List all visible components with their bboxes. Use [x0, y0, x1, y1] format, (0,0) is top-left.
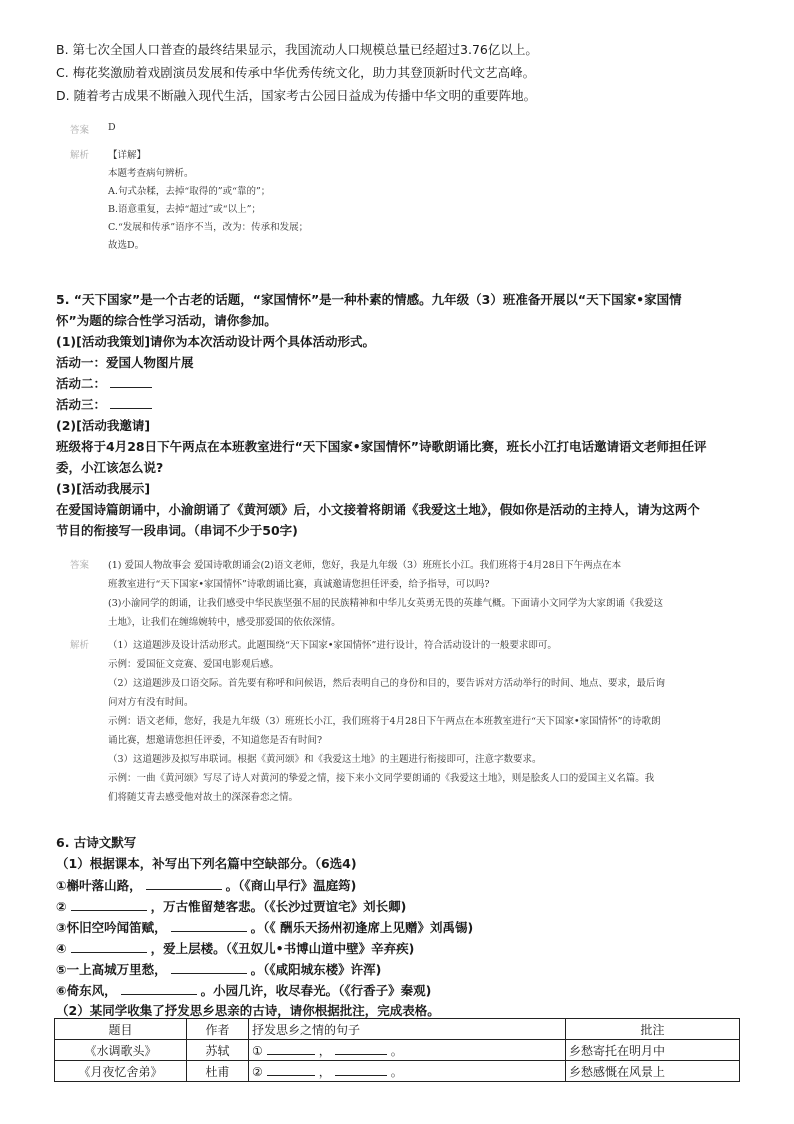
fill-item-post: 。小园几许，收尽春光。（《行香子》秦观)	[200, 983, 432, 998]
fill-blank[interactable]	[267, 1063, 315, 1076]
sep: ，	[318, 1043, 331, 1058]
analysis-line: （3）这道题涉及拟写串联词。根据《黄河颂》和《我爱这土地》的主题进行衔接即可，注意字数要求。	[108, 754, 542, 765]
cell-sentence	[249, 1040, 566, 1061]
activity-2-blank[interactable]	[110, 375, 152, 388]
answer-line: 班教室进行“天下国家•家国情怀”诗歌朗诵比赛，真诚邀请您担任评委，给予指导，可以吗?	[108, 579, 490, 590]
analysis-line: 示例：一曲《黄河颂》写尽了诗人对黄河的挚爱之情，接下来小文同学要朗诵的《我爱这土地》，则是脍炙人口的爱国主义名篇。我	[108, 773, 655, 784]
activity-2	[56, 374, 156, 392]
cell-author: 杜甫	[187, 1061, 249, 1082]
analysis-line: （1）这道题涉及设计活动形式。此题围绕“天下国家•家国情怀”进行设计，符合活动设计的一般要求即可。	[108, 640, 557, 651]
fill-item-pre: ③怀旧空吟闻笛赋，	[56, 920, 167, 935]
cell-note: 乡愁感慨在风景上	[566, 1061, 740, 1082]
answer-label: 答案	[70, 125, 90, 136]
fill-blank[interactable]	[335, 1042, 387, 1055]
analysis-line: 示例：爱国征文竞赛、爱国电影观后感。	[108, 659, 280, 670]
table-row	[55, 1061, 740, 1082]
q5-line: (2)[活动我邀请]	[56, 418, 151, 433]
option-d: D. 随着考古成果不断融入现代生活，国家考古公园日益成为传播中华文明的重要阵地。	[56, 88, 537, 103]
row-number: ①	[252, 1043, 263, 1058]
cell-sentence	[249, 1061, 566, 1082]
poem-table	[54, 1018, 740, 1082]
end: 。	[390, 1064, 403, 1079]
analysis-line: 们将随艾青去感受他对故土的深深眷恋之情。	[108, 792, 299, 803]
fill-item-post: ，爱上层楼。（《丑奴儿•书博山道中壁》辛弃疾)	[150, 941, 415, 956]
q5-line: 在爱国诗篇朗诵中，小渝朗诵了《黄河颂》后，小文接着将朗诵《我爱这土地》，假如你是活动的主持人，请为这两个	[56, 502, 700, 517]
analysis-line: B.语意重复，去掉“超过”或“以上”；	[108, 204, 261, 215]
table-header-row	[55, 1019, 740, 1040]
cell-note: 乡愁寄托在明月中	[566, 1040, 740, 1061]
header-author: 作者	[187, 1019, 249, 1040]
fill-item-2	[56, 897, 406, 915]
fill-item-pre: ②	[56, 899, 67, 914]
fill-item-post: 。（《 酬乐天扬州初逢席上见赠》刘禹锡)	[250, 920, 474, 935]
q5-line: 5. “天下国家”是一个古老的话题，“家国情怀”是一种朴素的情感。九年级（3）班准备开展以“天下国家•家国情	[56, 292, 682, 307]
header-sentence: 抒发思乡之情的句子	[249, 1019, 566, 1040]
q5-line: 节目的衔接写一段串词。（串词不少于50字)	[56, 523, 298, 538]
row-number: ②	[252, 1064, 263, 1079]
cell-title: 《月夜忆舍弟》	[55, 1061, 187, 1082]
answer-line: 土地》，让我们在缠绵婉转中，感受那爱国的依依深情。	[108, 617, 341, 628]
table-row	[55, 1040, 740, 1061]
fill-blank[interactable]	[267, 1042, 315, 1055]
analysis-line: A.句式杂糅，去掉“取得的”或“靠的”；	[108, 186, 271, 197]
q6-part1: （1）根据课本，补写出下列名篇中空缺部分。（6选4)	[56, 856, 357, 871]
fill-item-post: ，万古惟留楚客悲。（《长沙过贾谊宅》刘长卿)	[150, 899, 407, 914]
activity-2-label: 活动二：	[56, 376, 107, 391]
fill-item-post: 。（《商山早行》温庭筠)	[225, 878, 357, 893]
q5-line: 活动一：爱国人物图片展	[56, 355, 194, 370]
fill-item-5	[56, 960, 381, 978]
fill-item-1	[56, 876, 356, 894]
fill-blank[interactable]	[171, 961, 247, 974]
fill-blank[interactable]	[121, 982, 197, 995]
activity-3-label: 活动三：	[56, 397, 107, 412]
fill-item-pre: ⑤一上高城万里愁，	[56, 962, 167, 977]
q6-title: 6. 古诗文默写	[56, 835, 137, 850]
q6-part2: （2）某同学收集了抒发思乡思亲的古诗，请你根据批注，完成表格。	[56, 1003, 440, 1018]
fill-blank[interactable]	[171, 919, 247, 932]
q5-line: 委，小江该怎么说?	[56, 460, 164, 475]
analysis-line: C.“发展和传承”语序不当，改为：传承和发展；	[108, 222, 309, 233]
answer-line: (3)小渝同学的朗诵，让我们感受中华民族坚强不屈的民族精神和中华儿女英勇无畏的英雄气概。下面请小文同学为大家朗诵《我爱这	[108, 598, 663, 609]
header-title: 题目	[55, 1019, 187, 1040]
fill-blank[interactable]	[335, 1063, 387, 1076]
answer-line: (1) 爱国人物故事会 爱国诗歌朗诵会(2)语文老师，您好，我是九年级（3）班班长小江。我们班将于4月28日下午两点在本	[108, 560, 622, 571]
answer-value: D	[108, 122, 116, 133]
sep: ，	[318, 1064, 331, 1079]
fill-blank[interactable]	[71, 898, 147, 911]
analysis-line: 示例：语文老师，您好，我是九年级（3）班班长小江，我们班将于4月28日下午两点在本班教室进行“天下国家•家国情怀”的诗歌朗	[108, 716, 661, 727]
end: 。	[390, 1043, 403, 1058]
fill-item-pre: ⑥倚东风，	[56, 983, 117, 998]
analysis-line: 【详解】	[108, 150, 147, 161]
option-b: B. 第七次全国人口普查的最终结果显示，我国流动人口规模总量已经超过3.76亿以上。	[56, 42, 538, 57]
fill-item-3	[56, 918, 473, 936]
cell-title: 《水调歌头》	[55, 1040, 187, 1061]
q5-line: 班级将于4月28日下午两点在本班教室进行“天下国家•家国情怀”诗歌朗诵比赛，班长小江打电话邀请语文老师担任评	[56, 439, 707, 454]
q5-line: (1)[活动我策划]请你为本次活动设计两个具体活动形式。	[56, 334, 376, 349]
fill-item-4	[56, 939, 414, 957]
analysis-line: 诵比赛，想邀请您担任评委，不知道您是否有时间?	[108, 735, 323, 746]
analysis-line: 问对方有没有时间。	[108, 697, 194, 708]
activity-3-blank[interactable]	[110, 396, 152, 409]
analysis-label: 解析	[70, 150, 90, 161]
option-c: C. 梅花奖激励着戏剧演员发展和传承中华优秀传统文化，助力其登顶新时代文艺高峰。	[56, 65, 536, 80]
header-note: 批注	[566, 1019, 740, 1040]
cell-author: 苏轼	[187, 1040, 249, 1061]
analysis-line: （2）这道题涉及口语交际。首先要有称呼和问候语，然后表明自己的身份和目的，要告诉对方活动举行的时间、地点、要求，最后询	[108, 678, 666, 689]
fill-item-post: 。（《咸阳城东楼》许浑)	[250, 962, 382, 977]
fill-item-pre: ①槲叶落山路，	[56, 878, 142, 893]
analysis-line: 故选D。	[108, 240, 145, 251]
fill-item-pre: ④	[56, 941, 67, 956]
answer-label: 答案	[70, 560, 90, 571]
fill-blank[interactable]	[71, 940, 147, 953]
fill-item-6	[56, 981, 431, 999]
analysis-label: 解析	[70, 640, 90, 651]
activity-3	[56, 395, 156, 413]
q5-line: (3)[活动我展示]	[56, 481, 151, 496]
analysis-line: 本题考查病句辨析。	[108, 168, 194, 179]
q5-line: 怀”为题的综合性学习活动，请你参加。	[56, 313, 277, 328]
fill-blank[interactable]	[146, 877, 222, 890]
